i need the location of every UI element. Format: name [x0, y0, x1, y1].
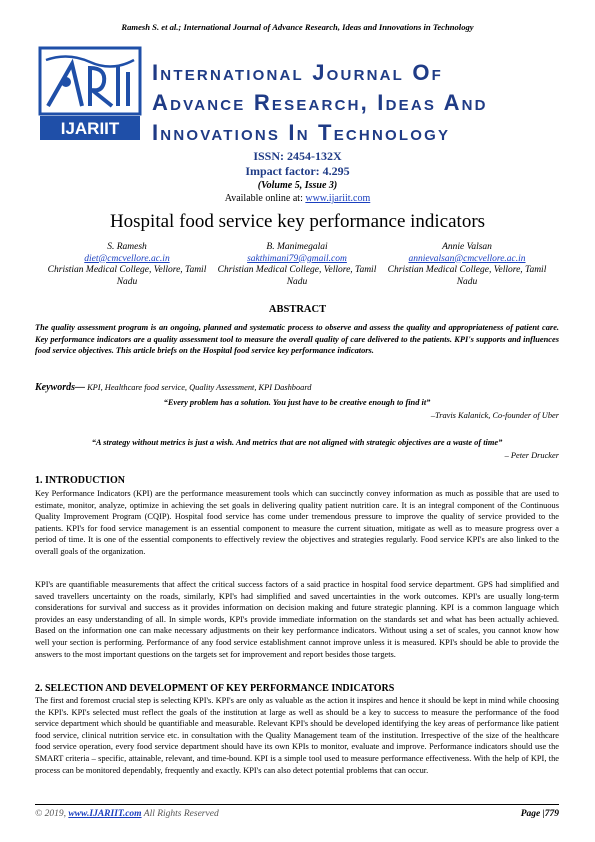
- journal-website-link[interactable]: www.ijariit.com: [305, 193, 371, 204]
- author-block: [212, 242, 382, 288]
- body-paragraph: The first and foremost crucial step is selecting KPI's. KPI's are only as valuable as the action it inspires and hence it should be kept in mind while choosing the KPI's. KPI's selected must reflect the goals of the institution at large as well as should be a key to success to measure the performance of the food service department which should be quantifiable and measurable. Relevant KPI's should be developed identifying the key areas of performance like patient food service, clinical nutrition service etc. in consultation with the Quality Management team of the institution. Irrespective of the size of the healthcare food service operation, every food service department should have its own KPIs to monitor, evaluate and improve. Performance indicators should use the SMART criteria – specific, attainable, relevant, and time-bound. KPI is a simple tool used to measure performance effectiveness. With the help of KPI, the process can be monitored dependably, frequently and exactly. KPI's can also detect potential problems that can occur.: [35, 696, 559, 775]
- available-online-label: Available online at:: [224, 193, 306, 204]
- running-header: Ramesh S. et al.; International Journal of Advance Research, Ideas and Innovations in Technology: [121, 22, 474, 32]
- available-online: [0, 193, 595, 204]
- abstract-text: The quality assessment program is an ongoing, planned and systematic process to observe and assess the quality and appropriateness of patient care. Key performance indicators are a quality assessment tool to measure the overall quality of care delivered to the patients. KPI's supports and influences food service objectives. This article briefs on the Hospital food service key performance indicators.: [35, 323, 559, 356]
- footer-copyright: [35, 809, 219, 819]
- epigraph-quote: “Every problem has a solution. You just have to be creative enough to find it”: [163, 398, 431, 407]
- footer-divider: [35, 804, 559, 805]
- author-affiliation: Christian Medical College, Vellore, Tamil Nadu: [47, 265, 207, 287]
- author-email-link[interactable]: diet@cmcvellore.ac.in: [84, 253, 170, 264]
- journal-name-line3: Innovations In Technology: [152, 120, 451, 145]
- journal-name-line1: International Journal Of: [152, 60, 444, 85]
- footer-site-link[interactable]: www.IJARIIT.com: [68, 809, 142, 819]
- keywords: [35, 382, 559, 394]
- section-heading-introduction: 1. INTRODUCTION: [35, 475, 126, 486]
- author-email-link[interactable]: sakthimani79@gmail.com: [247, 253, 347, 264]
- abstract-heading: ABSTRACT: [268, 304, 327, 315]
- author-affiliation: Christian Medical College, Vellore, Tamil Nadu: [217, 265, 377, 287]
- issn: ISSN: 2454-132X: [253, 149, 342, 163]
- keywords-label: Keywords—: [35, 382, 85, 393]
- author-block: [42, 242, 212, 288]
- body-paragraph: Key Performance Indicators (KPI) are the performance measurement tools which can succinctly convey information as much as possible that are used to estimate, monitor, analyze, optimize in achieving the set goals in delivering quality patient nutrition care. It is an integral component of the Continuous Quality Improvement Program (CQIP). Hospital food service has come under tremendous pressure to improve the quality of service provided to the patients. KPI's for food service management is an essential component to measure the current situation, mitigate as well as to measure progress over a period of time. It is one of the essential components to effectively review the objectives and strategies regularly. Food service KPI's are also linked to the overall goals of the organization.: [35, 489, 559, 556]
- author-block: [382, 242, 552, 288]
- copyright-prefix: © 2019,: [35, 809, 69, 819]
- logo-text: IJARIIT: [60, 119, 120, 138]
- body-paragraph: KPI's are quantifiable measurements that affect the critical success factors of a said practice in hospital food service department. GPS had simplified and saved travellers uncertainty on the roads, similarly, KPI's had simplified and saved uncertainties in the work outcomes. KPI's are usually long-term considerations for survival and success as it provides information on decision making and future strategic planning. KPI is a common language which provides an easy understanding of all. In simple words, KPI's provide immediate information on the standards set and what has been actually achieved. Based on the information one can make necessary adjustments on their key performance indicators. Without using a set of scales, you cannot know how well your section is performing. Performance of any food service establishment cannot improve unless it is measured. KPI's should be able to provide the answers to the most important questions on the targets set for improvement and report besides those targets.: [35, 580, 559, 659]
- volume-issue: (Volume 5, Issue 3): [257, 180, 338, 191]
- journal-logo: [38, 46, 142, 142]
- author-name: Annie Valsan: [442, 242, 492, 252]
- journal-name: [152, 58, 488, 148]
- epigraph-attribution: –Travis Kalanick, Co-founder of Uber: [430, 411, 559, 420]
- copyright-rights: All Rights Reserved: [141, 809, 219, 819]
- author-affiliation: Christian Medical College, Vellore, Tamil Nadu: [387, 265, 547, 287]
- keywords-text: KPI, Healthcare food service, Quality Assessment, KPI Dashboard: [85, 383, 312, 392]
- epigraph-quote: “A strategy without metrics is just a wish. And metrics that are not aligned with strategic objectives are a waste of time”: [91, 438, 503, 447]
- journal-name-line2: Advance Research, Ideas And: [152, 90, 488, 115]
- author-email-link[interactable]: annievalsan@cmcvellore.ac.in: [408, 253, 526, 264]
- author-name: B. Manimegalai: [266, 242, 328, 252]
- author-name: S. Ramesh: [107, 242, 147, 252]
- section-heading-kpi-selection: 2. SELECTION AND DEVELOPMENT OF KEY PERFORMANCE INDICATORS: [35, 683, 395, 694]
- impact-factor: Impact factor: 4.295: [245, 164, 350, 178]
- paper-title: Hospital food service key performance indicators: [109, 211, 486, 232]
- page-number: Page |779: [520, 809, 559, 819]
- epigraph-attribution: – Peter Drucker: [504, 451, 559, 460]
